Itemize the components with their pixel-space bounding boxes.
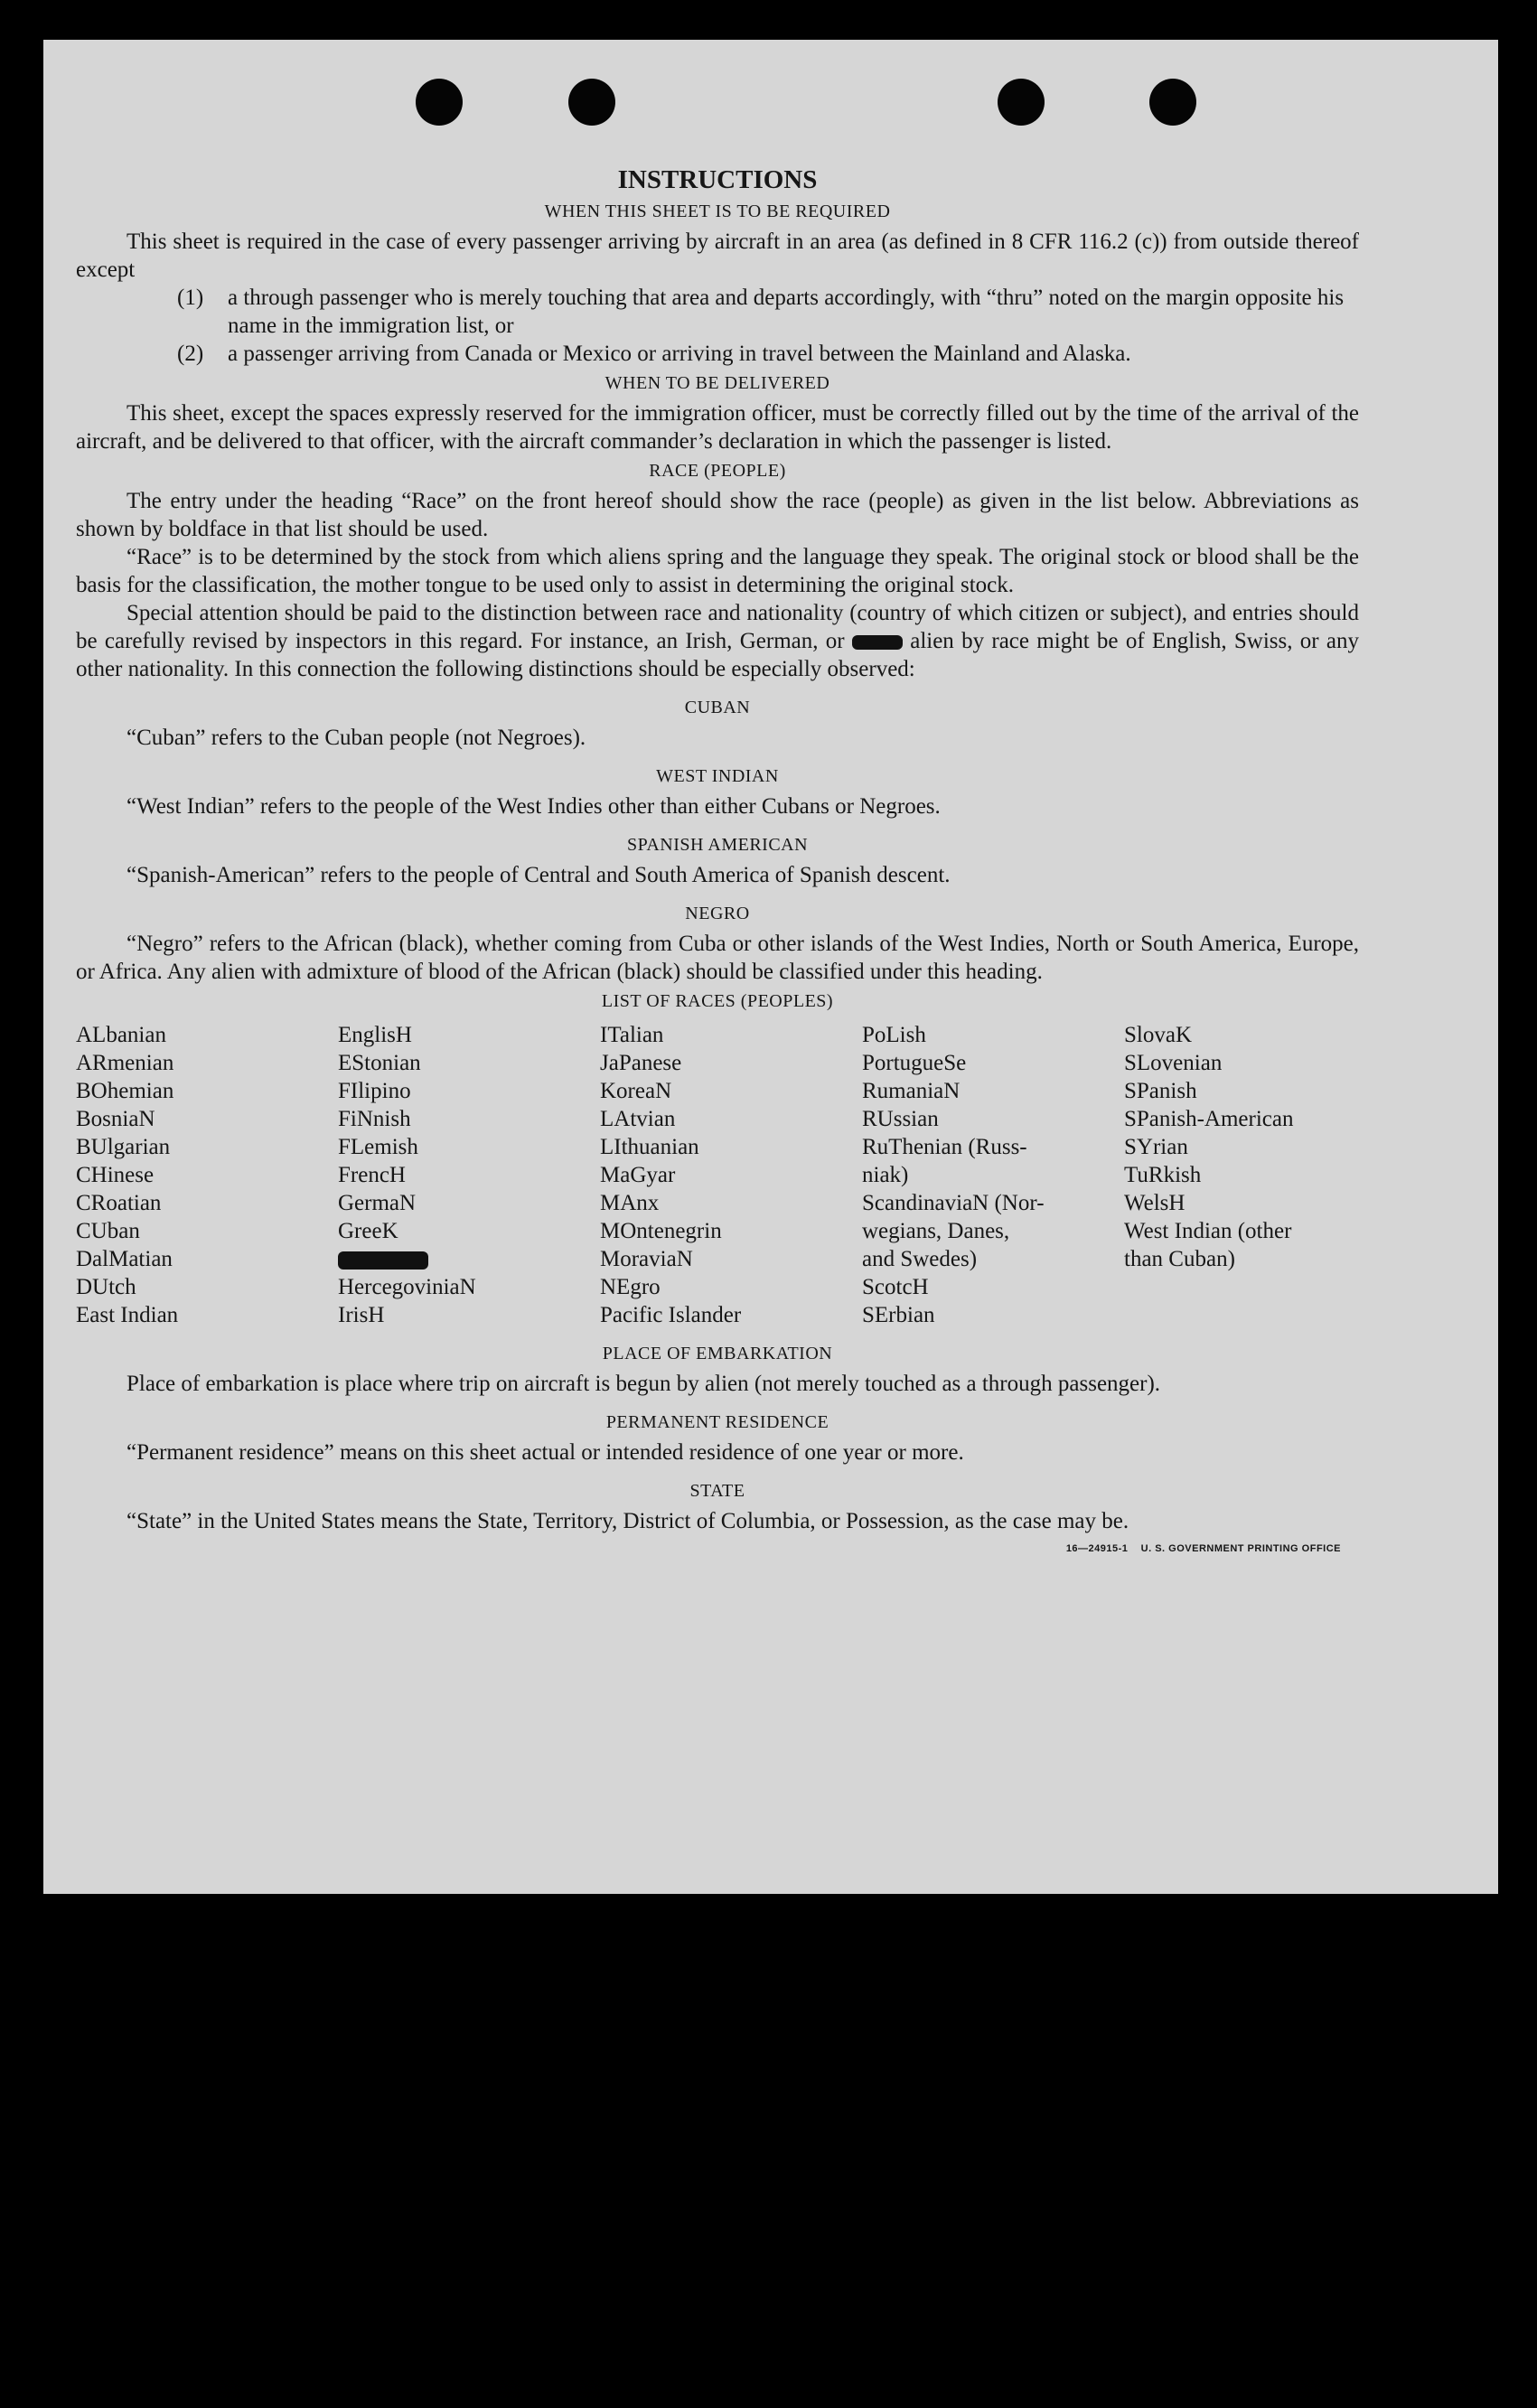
section-heading-state: STATE <box>689 1481 745 1501</box>
races-list <box>76 1021 1359 1329</box>
required-intro: This sheet is required in the case of every passenger arriving by aircraft in an area (as defined in 8 CFR 116.2 (c)) from outside thereof except <box>76 230 1359 282</box>
page-title: INSTRUCTIONS <box>617 165 818 194</box>
race-entry: FiNnish <box>338 1107 411 1131</box>
race-entry <box>338 1245 600 1273</box>
form-number: 16—24915-1 <box>1065 1543 1129 1554</box>
embarkation-text: Place of embarkation is place where trip on aircraft is begun by alien (not merely touched as a through passenger). <box>127 1372 1161 1396</box>
race-entry: niak) <box>862 1163 909 1187</box>
race-entry: EnglisH <box>338 1023 412 1047</box>
race-entry: EStonian <box>338 1051 421 1075</box>
race-entry: BUlgarian <box>76 1135 171 1159</box>
item-number: (2) <box>177 342 204 366</box>
race-entry: ScandinaviaN (Nor- <box>862 1191 1045 1215</box>
race-entry: West Indian (other <box>1124 1219 1292 1243</box>
race-entry: MOntenegrin <box>600 1219 722 1243</box>
race-entry: FrencH <box>338 1163 406 1187</box>
race-entry: CHinese <box>76 1163 155 1187</box>
state-text: “State” in the United States means the State, Territory, District of Columbia, or Possession, as the case may be. <box>127 1509 1129 1533</box>
item-text: a through passenger who is merely touching that area and departs accordingly, with “thru” noted on the margin opposite his name in the immigration list, or <box>228 286 1345 338</box>
race-entry: SlovaK <box>1124 1023 1192 1047</box>
section-heading-list: LIST OF RACES (PEOPLES) <box>601 991 834 1011</box>
section-heading-embarkation: PLACE OF EMBARKATION <box>602 1344 833 1363</box>
race-entry: RUssian <box>862 1107 939 1131</box>
punch-hole <box>998 79 1045 126</box>
race-entry: MAnx <box>600 1191 660 1215</box>
section-heading-cuban: CUBAN <box>684 698 751 717</box>
race-entry: IrisH <box>338 1303 385 1327</box>
section-heading-west-indian: WEST INDIAN <box>656 766 779 786</box>
race-entry: than Cuban) <box>1124 1247 1235 1271</box>
residence-text: “Permanent residence” means on this sheet actual or intended residence of one year or more. <box>127 1440 964 1465</box>
race-paragraph-3-part-b: alien by race might be of English, Swiss, or any other nationality. In this connection the following distinctions should be especially observed: <box>76 629 1359 681</box>
race-entry: JaPanese <box>600 1051 682 1075</box>
section-heading-negro: NEGRO <box>685 904 750 923</box>
section-heading-delivered: WHEN TO BE DELIVERED <box>604 373 830 393</box>
negro-text: “Negro” refers to the African (black), whether coming from Cuba or other islands of the West Indies, North or South America, Europe, or Africa. Any alien with admixture of blood of the African (black) should be classified under this heading. <box>76 932 1359 984</box>
race-entry: CUban <box>76 1219 140 1243</box>
race-entry: MoraviaN <box>600 1247 693 1271</box>
race-entry: East Indian <box>76 1303 179 1327</box>
race-paragraph-3-part-a: Special attention should be paid to the distinction between race and nationality (country of which citizen or subject), and entries should be carefully revised by inspectors in this regard. For instance, an Irish, German, or <box>76 601 1359 653</box>
redaction-mark <box>338 1251 428 1270</box>
races-column <box>338 1021 600 1329</box>
race-entry: MaGyar <box>600 1163 676 1187</box>
west-indian-text: “West Indian” refers to the people of the West Indies other than either Cubans or Negroes. <box>127 794 941 819</box>
race-entry: KoreaN <box>600 1079 672 1103</box>
race-paragraph-3 <box>76 599 1359 683</box>
punch-hole <box>416 79 463 126</box>
race-entry: DUtch <box>76 1275 136 1299</box>
section-heading-spanish-american: SPANISH AMERICAN <box>626 835 809 855</box>
race-entry: wegians, Danes, <box>862 1219 1010 1243</box>
printer-name: U. S. GOVERNMENT PRINTING OFFICE <box>1140 1543 1341 1554</box>
races-column <box>1124 1021 1386 1329</box>
race-entry: DalMatian <box>76 1247 173 1271</box>
race-entry: SLovenian <box>1124 1051 1223 1075</box>
race-entry: NEgro <box>600 1275 661 1299</box>
section-heading-required: WHEN THIS SHEET IS TO BE REQUIRED <box>544 201 891 221</box>
section-heading-race: RACE (PEOPLE) <box>649 461 786 481</box>
race-entry: TuRkish <box>1124 1163 1202 1187</box>
race-entry: FIlipino <box>338 1079 411 1103</box>
race-entry: SErbian <box>862 1303 935 1327</box>
race-entry: SPanish-American <box>1124 1107 1294 1131</box>
races-column <box>862 1021 1124 1329</box>
spanish-american-text: “Spanish-American” refers to the people of Central and South America of Spanish descent. <box>127 863 951 887</box>
races-column <box>76 1021 338 1329</box>
race-paragraph-1: The entry under the heading “Race” on the front hereof should show the race (people) as given in the list below. Abbreviations as shown by boldface in that list should be used. <box>76 489 1359 541</box>
race-entry: FLemish <box>338 1135 418 1159</box>
race-entry: CRoatian <box>76 1191 162 1215</box>
race-entry: BOhemian <box>76 1079 174 1103</box>
punch-hole <box>1149 79 1196 126</box>
exception-item-2 <box>76 340 1359 368</box>
redaction-mark <box>852 635 903 650</box>
race-entry: WelsH <box>1124 1191 1186 1215</box>
race-entry: LAtvian <box>600 1107 676 1131</box>
race-entry: GreeK <box>338 1219 398 1243</box>
instructions-content <box>76 166 1359 1563</box>
delivered-text: This sheet, except the spaces expressly reserved for the immigration officer, must be correctly filled out by the time of the arrival of the aircraft, and be delivered to that officer, with the aircraft commander’s declaration in which the passenger is listed. <box>76 401 1359 454</box>
item-text: a passenger arriving from Canada or Mexico or arriving in travel between the Mainland and Alaska. <box>228 342 1131 366</box>
race-entry: BosniaN <box>76 1107 155 1131</box>
race-entry: ARmenian <box>76 1051 174 1075</box>
race-entry: HercegoviniaN <box>338 1275 476 1299</box>
races-column <box>600 1021 862 1329</box>
race-entry: ScotcH <box>862 1275 929 1299</box>
footer <box>76 1535 1359 1563</box>
race-entry: PortugueSe <box>862 1051 967 1075</box>
section-heading-residence: PERMANENT RESIDENCE <box>605 1412 829 1432</box>
race-paragraph-2: “Race” is to be determined by the stock from which aliens spring and the language they speak. The original stock or blood shall be the basis for the classification, the mother tongue to be used only to assist in determining the original stock. <box>76 545 1359 597</box>
race-entry: RuThenian (Russ- <box>862 1135 1027 1159</box>
exception-item-1 <box>76 284 1359 340</box>
document-sheet <box>43 40 1498 1894</box>
race-entry: RumaniaN <box>862 1079 961 1103</box>
punch-hole <box>568 79 615 126</box>
race-entry: SPanish <box>1124 1079 1197 1103</box>
race-entry: PoLish <box>862 1023 926 1047</box>
race-entry: and Swedes) <box>862 1247 978 1271</box>
cuban-text: “Cuban” refers to the Cuban people (not Negroes). <box>127 726 586 750</box>
race-entry: ALbanian <box>76 1023 166 1047</box>
printer-imprint <box>1066 1535 1341 1563</box>
race-entry: Pacific Islander <box>600 1303 742 1327</box>
race-entry: LIthuanian <box>600 1135 699 1159</box>
race-entry: GermaN <box>338 1191 417 1215</box>
item-number: (1) <box>177 286 204 310</box>
race-entry: SYrian <box>1124 1135 1188 1159</box>
race-entry: ITalian <box>600 1023 664 1047</box>
